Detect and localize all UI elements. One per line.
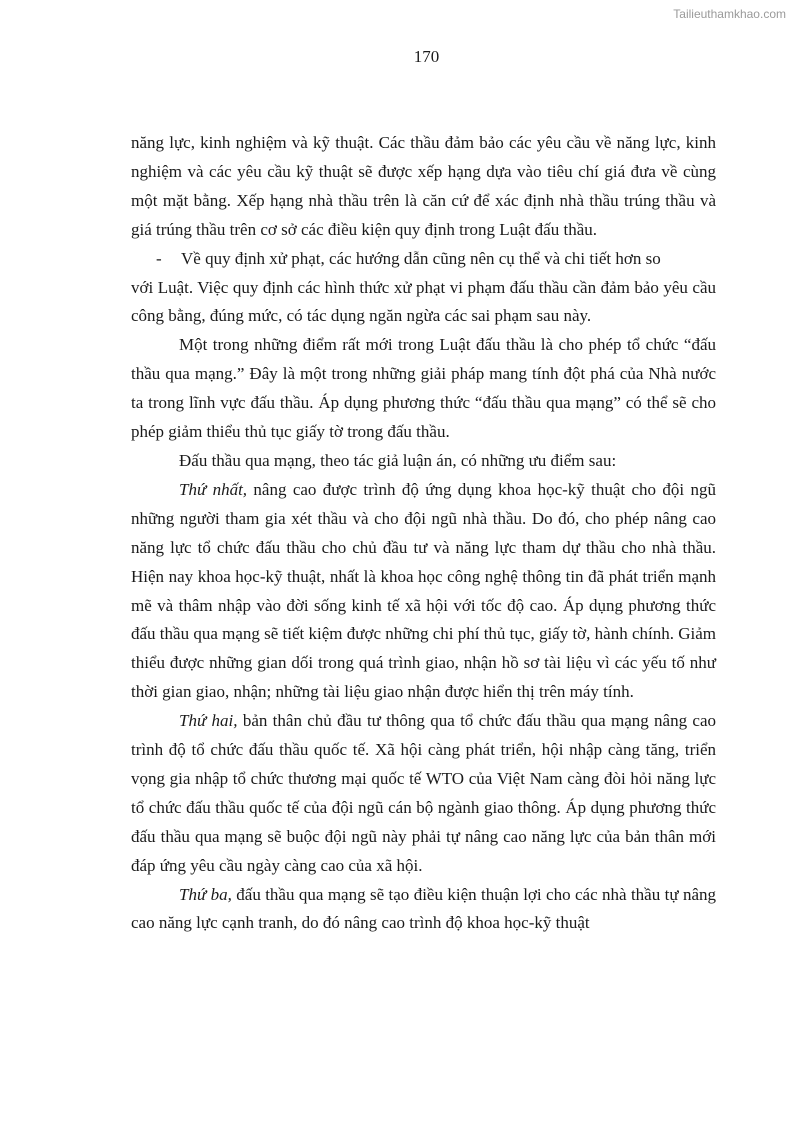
paragraph-first-advantage	[131, 476, 716, 707]
bullet-continuation: với Luật. Việc quy định các hình thức xử phạt vi phạm đấu thầu cần đảm bảo yêu cầu công bằng, đúng mức, có tác dụng ngăn ngừa các sai phạm sau này.	[131, 277, 716, 326]
bullet-first-line: Về quy định xử phạt, các hướng dẫn cũng nên cụ thể và chi tiết hơn so	[181, 248, 661, 268]
second-advantage-text: bản thân chủ đầu tư thông qua tổ chức đấu thầu qua mạng nâng cao trình độ tổ chức đấu thầu quốc tế. Xã hội càng phát triển, hội nhập càng tăng, triển vọng gia nhập tổ chức thương mại quốc tế WTO của Việt Nam càng đòi hỏi năng lực tổ chức đấu thầu quốc tế của đội ngũ cán bộ ngành giao thông. Áp dụng phương thức đấu thầu qua mạng sẽ buộc đội ngũ này phải tự nâng cao năng lực của bản thân mới đáp ứng yêu cầu ngày càng cao của xã hội.	[131, 711, 717, 875]
watermark: Tailieuthamkhao.com	[673, 7, 786, 21]
paragraph-online-bidding: Một trong những điểm rất mới trong Luật đấu thầu là cho phép tổ chức “đấu thầu qua mạng.” Đây là một trong những giải pháp mang tính đột phá của Nhà nước ta trong lĩnh vực đấu thầu. Áp dụng phương thức “đấu thầu qua mạng” có thể sẽ cho phép giảm thiểu thủ tục giấy tờ trong đấu thầu.	[131, 335, 716, 442]
paragraph-advantages-intro: Đấu thầu qua mạng, theo tác giả luận án, có những ưu điểm sau:	[179, 450, 617, 470]
page-number: 170	[413, 47, 440, 66]
document-body	[131, 129, 716, 938]
third-advantage-lead: Thứ ba,	[179, 884, 232, 904]
paragraph-second-advantage	[131, 707, 716, 880]
first-advantage-lead: Thứ nhất,	[179, 479, 248, 499]
second-advantage-lead: Thứ hai,	[179, 711, 238, 731]
dash-bullet: -	[156, 248, 162, 268]
first-advantage-text: nâng cao được trình độ ứng dụng khoa học-kỹ thuật cho đội ngũ những người tham gia xét thầu và cho đội ngũ nhà thầu. Do đó, cho phép nâng cao năng lực tổ chức đấu thầu cho chủ đầu tư và năng lực tham dự thầu cho nhà thầu. Hiện nay khoa học-kỹ thuật, nhất là khoa học công nghệ thông tin đã phát triển mạnh mẽ và thâm nhập vào đời sống kinh tế xã hội với tốc độ cao. Áp dụng phương thức đấu thầu qua mạng sẽ tiết kiệm được những chi phí thủ tục, giấy tờ, hành chính. Giảm thiểu được những gian dối trong quá trình giao, nhận hồ sơ tài liệu vì các yếu tố như thời gian giao, nhận; những tài liệu giao nhận được hiển thị trên máy tính.	[131, 479, 717, 702]
paragraph-third-advantage	[131, 881, 716, 939]
paragraph-continuation: năng lực, kinh nghiệm và kỹ thuật. Các thầu đảm bảo các yêu cầu về năng lực, kinh nghiệm và các yêu cầu kỹ thuật sẽ được xếp hạng dựa vào tiêu chí giá đưa về cùng một mặt bằng. Xếp hạng nhà thầu trên là căn cứ để xác định nhà thầu trúng thầu và giá trúng thầu trên cơ sở các điều kiện quy định trong Luật đấu thầu.	[131, 133, 716, 239]
third-advantage-text: đấu thầu qua mạng sẽ tạo điều kiện thuận lợi cho các nhà thầu tự nâng cao năng lực cạnh tranh, do đó nâng cao trình độ khoa học-kỹ thuật	[131, 884, 716, 933]
bullet-item-penalties	[131, 245, 716, 274]
